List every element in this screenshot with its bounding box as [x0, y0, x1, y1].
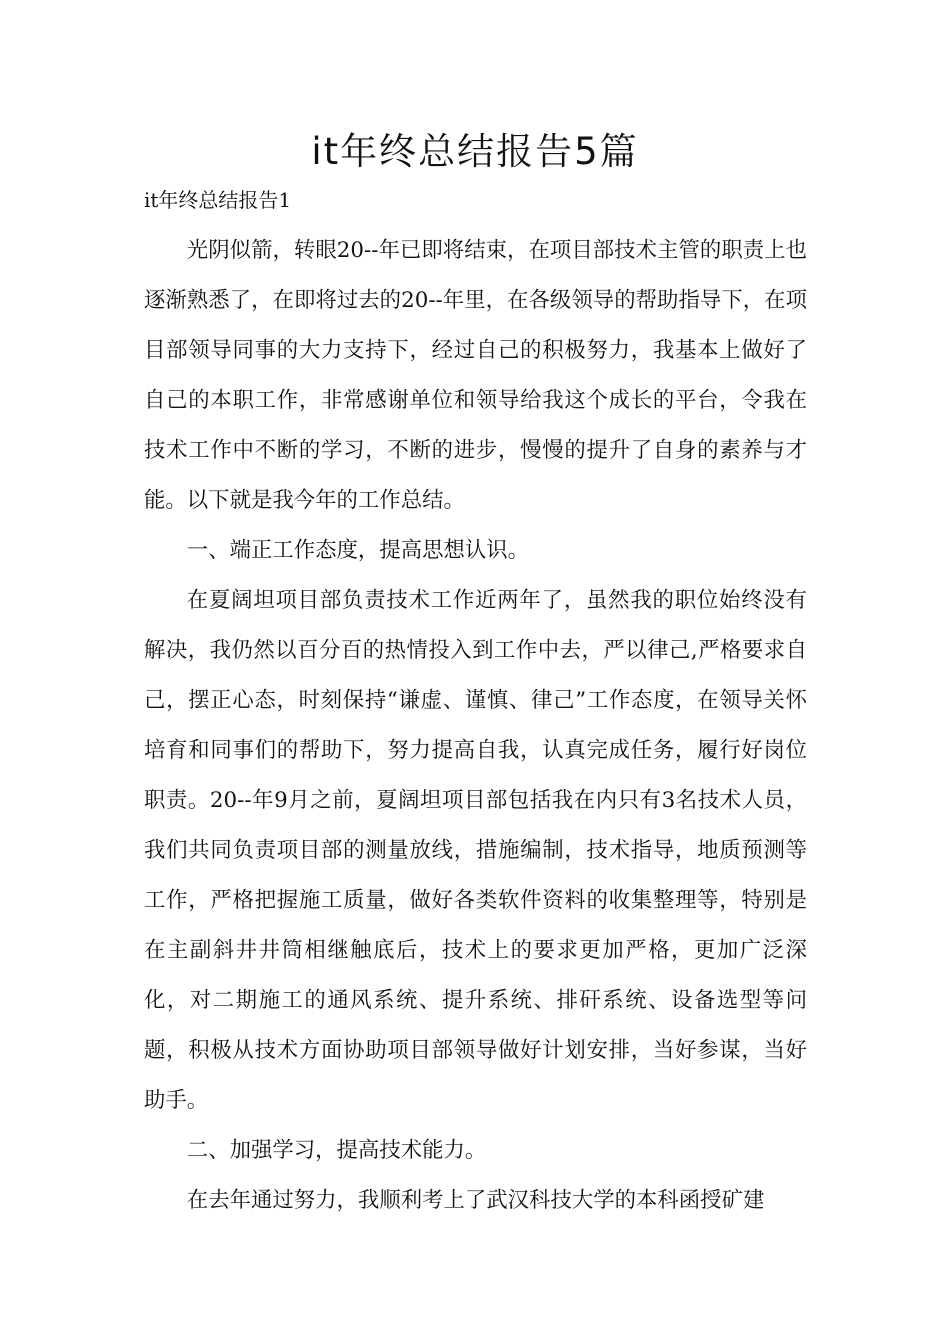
paragraph-learning: 在去年通过努力，我顺利考上了武汉科技大学的本科函授矿建 — [186, 1188, 765, 1213]
document-title: it年终总结报告5篇 — [311, 130, 639, 173]
heading-learning: 二、加强学习，提高技术能力。 — [186, 1138, 487, 1163]
paragraph-intro: 光阴似箭，转眼20--年已即将结束，在项目部技术主管的职责上也逐渐熟悉了，在即将过去的20--年里，在各级领导的帮助指导下，在项目部领导同事的大力支持下，经过自己的积极努力，我基本上做好了自己的本职工作，非常感谢单位和领导给我这个成长的平台，令我在技术工作中不断的学习，不断的进步，慢慢的提升了自身的素养与才能。以下就是我今年的工作总结。 — [144, 238, 807, 513]
paragraph-attitude: 在夏阔坦项目部负责技术工作近两年了，虽然我的职位始终没有解决，我仍然以百分百的热情投入到工作中去，严以律己,严格要求自己，摆正心态，时刻保持“谦虚、谨慎、律己”工作态度，在领导关怀培育和同事们的帮助下，努力提高自我，认真完成任务，履行好岗位职责。20--年9月之前，夏阔坦项目部包括我在内只有3名技术人员，我们共同负责项目部的测量放线，措施编制，技术指导，地质预测等工作，严格把握施工质量，做好各类软件资料的收集整理等，特别是在主副斜井井筒相继触底后，技术上的要求更加严格，更加广泛深化，对二期施工的通风系统、提升系统、排矸系统、设备选型等问题，积极从技术方面协助项目部领导做好计划安排，当好参谋，当好助手。 — [144, 588, 807, 1113]
heading-attitude: 一、端正工作态度，提高思想认识。 — [186, 538, 530, 563]
document-body — [144, 226, 807, 1226]
section-heading: it年终总结报告1 — [144, 188, 292, 212]
